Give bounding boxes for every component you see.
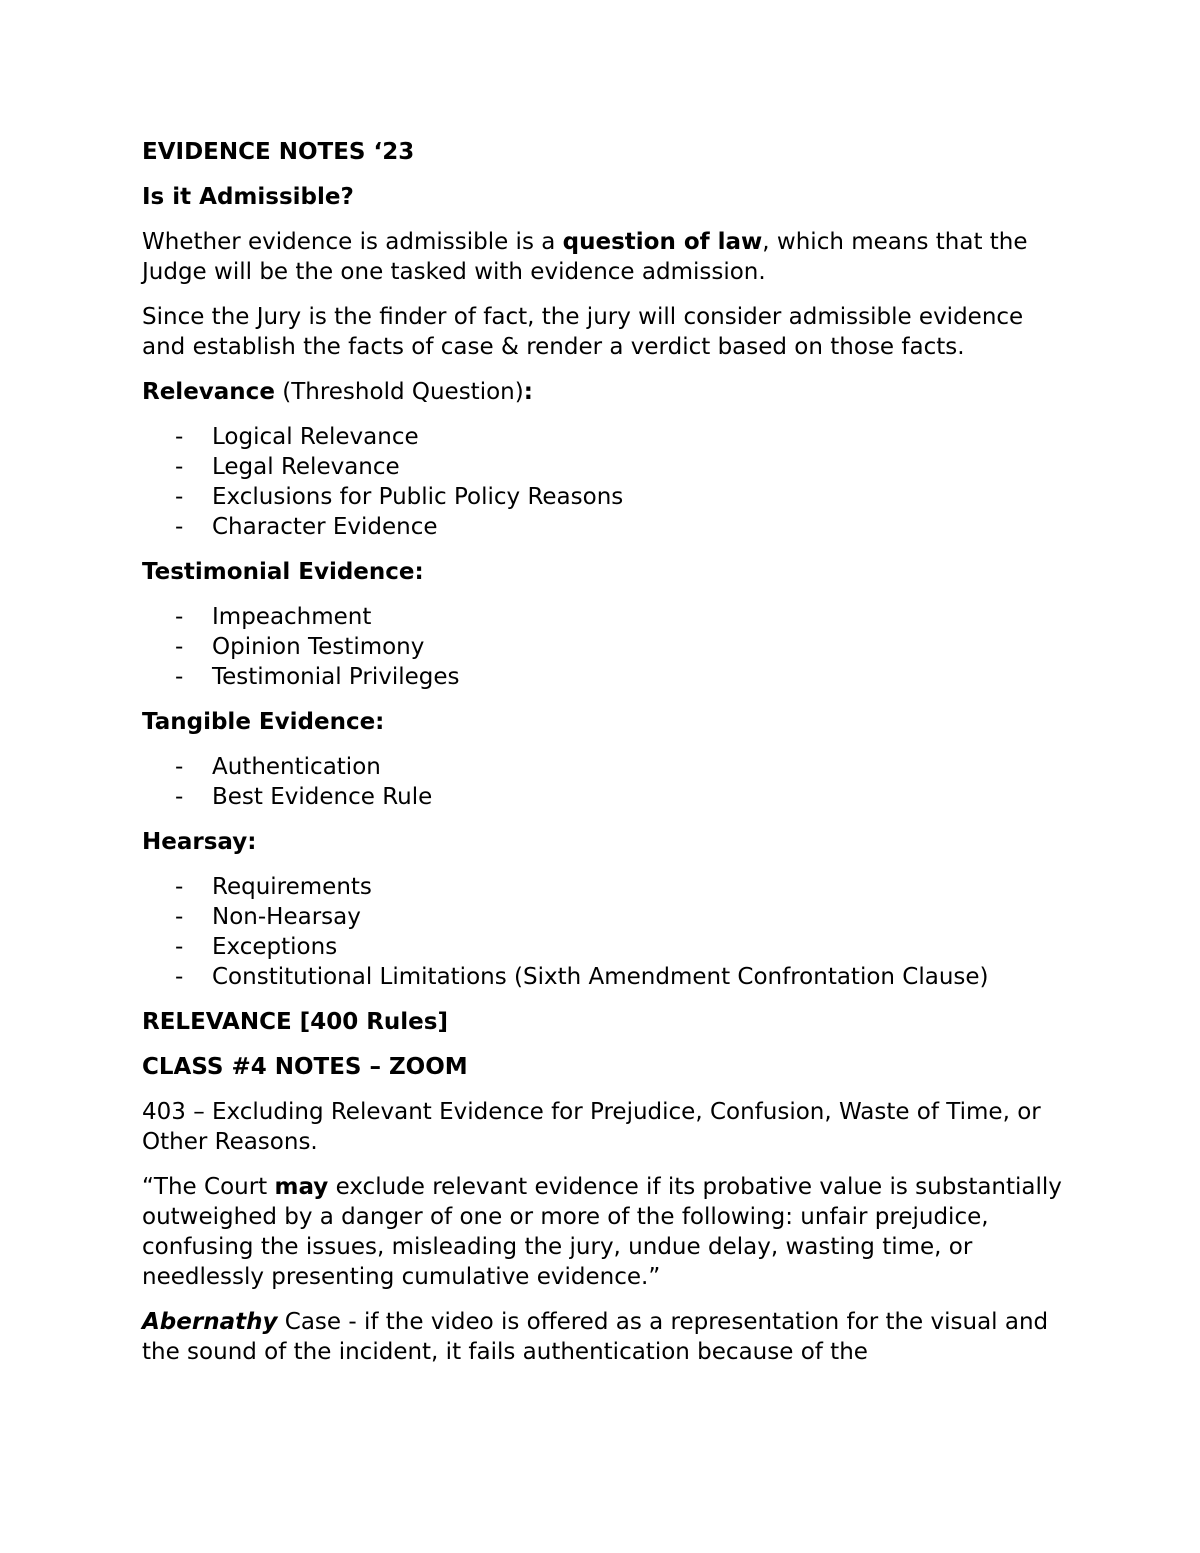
bullet-dash: - <box>175 454 184 480</box>
abernathy-paragraph <box>142 1307 1062 1367</box>
bullet-dash: - <box>175 754 184 780</box>
bullet-dash: - <box>175 634 184 660</box>
bullet-dash: - <box>175 934 184 960</box>
admissible-heading: Is it Admissible? <box>142 184 354 210</box>
jury-paragraph: Since the Jury is the finder of fact, the jury will consider admissible evidence and establish the facts of case & render a verdict based on those facts. <box>142 304 1024 360</box>
relevance-list <box>142 422 1062 542</box>
abernathy-rest: Case - if the video is offered as a representation for the visual and the sound of the incident, it fails authentication because of the <box>142 1309 1049 1365</box>
document-page <box>142 137 1062 1382</box>
list-item-text: Exclusions for Public Policy Reasons <box>212 484 624 510</box>
list-item-text: Logical Relevance <box>212 424 419 450</box>
list-item-text: Non-Hearsay <box>212 904 361 930</box>
list-item <box>142 632 1062 662</box>
list-item-text: Testimonial Privileges <box>212 664 460 690</box>
abernathy-case-name: Abernathy <box>142 1309 278 1335</box>
bullet-dash: - <box>175 664 184 690</box>
para1-after: , which means that the Judge will be the one tasked with evidence admission. <box>142 229 1028 285</box>
list-item <box>142 902 1062 932</box>
list-item <box>142 662 1062 692</box>
list-item-text: Character Evidence <box>212 514 438 540</box>
quote-before: “The Court <box>142 1174 275 1200</box>
list-item-text: Exceptions <box>212 934 338 960</box>
rule-403-quote <box>142 1172 1062 1292</box>
bullet-dash: - <box>175 964 184 990</box>
tangible-list <box>142 752 1062 812</box>
list-item <box>142 482 1062 512</box>
hearsay-list <box>142 872 1062 992</box>
quote-may-bold: may <box>274 1174 329 1200</box>
list-item <box>142 872 1062 902</box>
relevance-label: Relevance <box>142 379 275 405</box>
admissibility-paragraph <box>142 227 1062 287</box>
bullet-dash: - <box>175 484 184 510</box>
list-item-text: Constitutional Limitations (Sixth Amendment Confrontation Clause) <box>212 964 989 990</box>
list-item-text: Authentication <box>212 754 381 780</box>
document-title: EVIDENCE NOTES ‘23 <box>142 139 415 165</box>
list-item <box>142 422 1062 452</box>
class-notes-heading: CLASS #4 NOTES – ZOOM <box>142 1054 468 1080</box>
tangible-heading: Tangible Evidence: <box>142 709 385 735</box>
list-item <box>142 602 1062 632</box>
relevance-label-rest: (Threshold Question) <box>274 379 524 405</box>
rule-403-paragraph: 403 – Excluding Relevant Evidence for Prejudice, Confusion, Waste of Time, or Other Reasons. <box>142 1099 1041 1155</box>
relevance-colon: : <box>523 379 533 405</box>
bullet-dash: - <box>175 604 184 630</box>
list-item <box>142 962 1062 992</box>
testimonial-heading: Testimonial Evidence: <box>142 559 424 585</box>
list-item-text: Requirements <box>212 874 372 900</box>
list-item <box>142 782 1062 812</box>
list-item <box>142 752 1062 782</box>
testimonial-list <box>142 602 1062 692</box>
list-item-text: Opinion Testimony <box>212 634 425 660</box>
list-item-text: Legal Relevance <box>212 454 400 480</box>
bullet-dash: - <box>175 424 184 450</box>
relevance-rules-heading: RELEVANCE [400 Rules] <box>142 1009 448 1035</box>
list-item <box>142 932 1062 962</box>
bullet-dash: - <box>175 514 184 540</box>
bullet-dash: - <box>175 874 184 900</box>
para1-before: Whether evidence is admissible is a <box>142 229 563 255</box>
list-item-text: Best Evidence Rule <box>212 784 433 810</box>
bullet-dash: - <box>175 784 184 810</box>
bullet-dash: - <box>175 904 184 930</box>
quote-after: exclude relevant evidence if its probative value is substantially outweighed by a danger of one or more of the following: unfair prejudice, confusing the issues, misleading the jury, undue delay, wasting time, or needlessly presenting cumulative evidence.” <box>142 1174 1062 1290</box>
relevance-heading <box>142 377 1062 407</box>
list-item <box>142 512 1062 542</box>
list-item <box>142 452 1062 482</box>
question-of-law-bold: question of law <box>562 229 763 255</box>
list-item-text: Impeachment <box>212 604 372 630</box>
hearsay-heading: Hearsay: <box>142 829 257 855</box>
